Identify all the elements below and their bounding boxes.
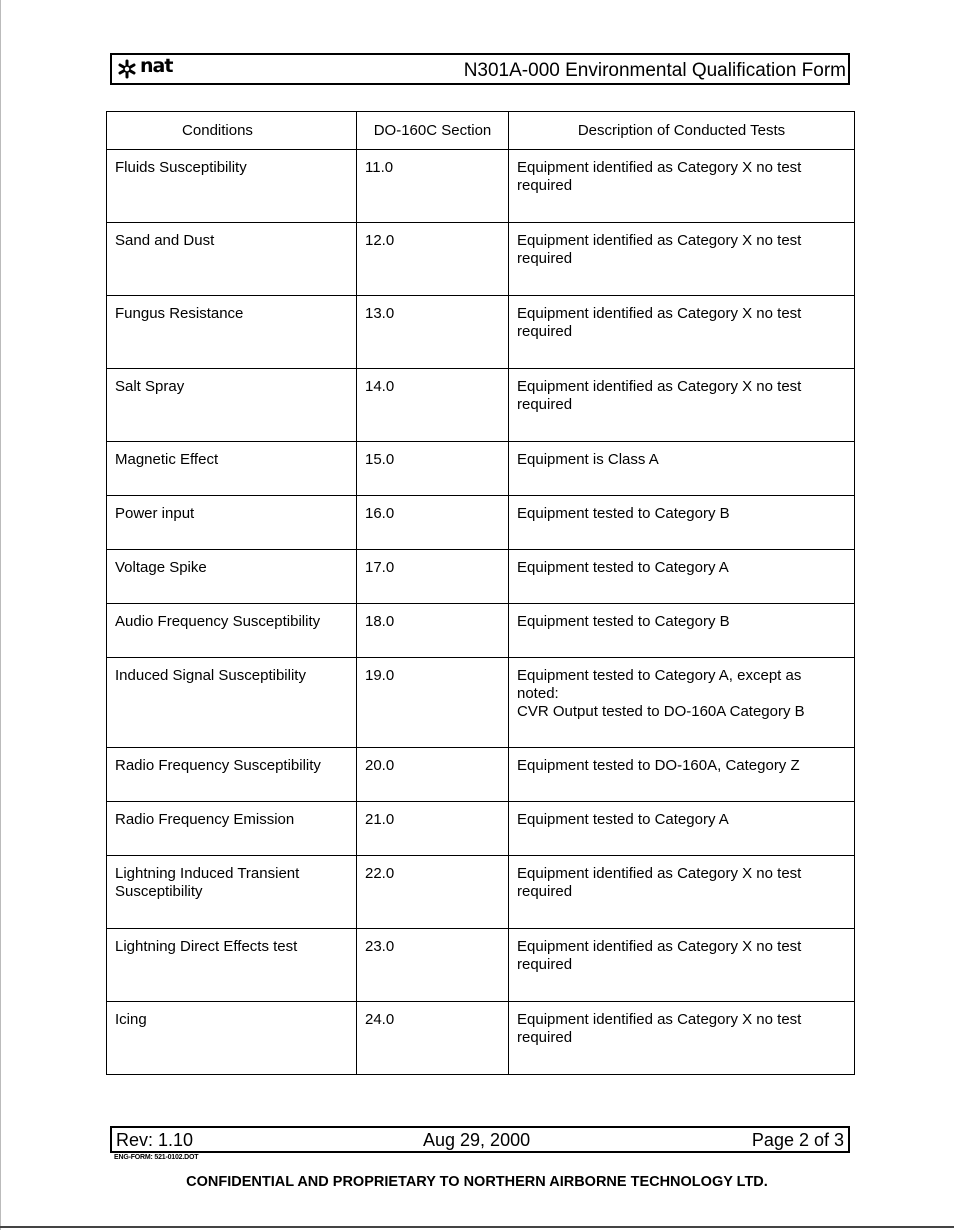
table-row: [107, 296, 855, 369]
description-line: Equipment tested to Category A: [517, 559, 729, 576]
description-line: Equipment identified as Category X no test: [517, 232, 802, 249]
description-line: Equipment is Class A: [517, 451, 659, 468]
section-cell: 23.0: [357, 929, 509, 1002]
condition-cell: Lightning Induced Transient Susceptibility: [107, 856, 357, 929]
table-row: [107, 748, 855, 802]
page-number: Page 2 of 3: [751, 1130, 844, 1150]
table-row: [107, 150, 855, 223]
description-cell: [509, 658, 855, 748]
description-cell: [509, 856, 855, 929]
description-cell: [509, 550, 855, 604]
condition-cell: Induced Signal Susceptibility: [107, 658, 357, 748]
description-line: Equipment identified as Category X no test: [517, 378, 802, 395]
table-row: [107, 442, 855, 496]
condition-cell: Salt Spray: [107, 369, 357, 442]
description-line: Equipment identified as Category X no test: [517, 938, 802, 955]
condition-cell: Magnetic Effect: [107, 442, 357, 496]
section-cell: 13.0: [357, 296, 509, 369]
section-cell: 21.0: [357, 802, 509, 856]
company-logo: [116, 57, 172, 81]
page-bottom-edge: [0, 1226, 954, 1228]
description-cell: [509, 748, 855, 802]
description-line: required: [517, 396, 573, 413]
description-line: Equipment identified as Category X no test: [517, 1011, 802, 1028]
section-cell: 12.0: [357, 223, 509, 296]
column-header-conditions: Conditions: [107, 112, 357, 150]
description-cell: [509, 223, 855, 296]
page-edge: [0, 0, 1, 1230]
description-cell: [509, 442, 855, 496]
description-cell: [509, 604, 855, 658]
table-row: [107, 496, 855, 550]
description-line: Equipment identified as Category X no test: [517, 159, 802, 176]
description-line: Equipment tested to Category A: [517, 811, 729, 828]
description-cell: [509, 1002, 855, 1075]
table-header-row: [107, 112, 855, 150]
table-row: [107, 369, 855, 442]
description-cell: [509, 496, 855, 550]
condition-cell: Fluids Susceptibility: [107, 150, 357, 223]
condition-cell: Radio Frequency Susceptibility: [107, 748, 357, 802]
description-cell: [509, 369, 855, 442]
description-line: Equipment tested to DO-160A, Category Z: [517, 757, 800, 774]
condition-cell: Fungus Resistance: [107, 296, 357, 369]
section-cell: 18.0: [357, 604, 509, 658]
form-header: [110, 53, 850, 85]
description-line: noted:: [517, 685, 559, 702]
description-line: required: [517, 883, 573, 900]
description-line: required: [517, 956, 573, 973]
description-cell: [509, 929, 855, 1002]
condition-cell: Voltage Spike: [107, 550, 357, 604]
description-line: Equipment identified as Category X no test: [517, 865, 802, 882]
description-line: CVR Output tested to DO-160A Category B: [517, 703, 805, 720]
section-cell: 16.0: [357, 496, 509, 550]
logo-text: nat: [140, 55, 173, 77]
table-row: [107, 604, 855, 658]
revision-label: Rev: 1.10: [116, 1130, 194, 1150]
column-header-description: Description of Conducted Tests: [509, 112, 855, 150]
description-line: required: [517, 1029, 573, 1046]
column-header-section: DO-160C Section: [357, 112, 509, 150]
section-cell: 24.0: [357, 1002, 509, 1075]
table-row: [107, 802, 855, 856]
table-row: [107, 929, 855, 1002]
condition-cell: Power input: [107, 496, 357, 550]
description-line: required: [517, 250, 573, 267]
description-cell: [509, 296, 855, 369]
section-cell: 11.0: [357, 150, 509, 223]
table-row: [107, 856, 855, 929]
description-line: required: [517, 177, 573, 194]
condition-cell: Sand and Dust: [107, 223, 357, 296]
condition-cell: Lightning Direct Effects test: [107, 929, 357, 1002]
condition-cell: Audio Frequency Susceptibility: [107, 604, 357, 658]
nat-star-logo-icon: [116, 58, 138, 80]
eng-form-code: ENG-FORM: 521-0102.DOT: [114, 1154, 199, 1161]
description-line: required: [517, 323, 573, 340]
condition-cell: Icing: [107, 1002, 357, 1075]
section-cell: 17.0: [357, 550, 509, 604]
condition-cell: Radio Frequency Emission: [107, 802, 357, 856]
footer-date: Aug 29, 2000: [423, 1130, 531, 1150]
description-line: Equipment tested to Category B: [517, 613, 730, 630]
table-row: [107, 550, 855, 604]
section-cell: 19.0: [357, 658, 509, 748]
section-cell: 15.0: [357, 442, 509, 496]
table-row: [107, 658, 855, 748]
table-row: [107, 1002, 855, 1075]
section-cell: 22.0: [357, 856, 509, 929]
form-footer: [110, 1126, 850, 1153]
qualification-table: [106, 111, 855, 1075]
description-line: Equipment identified as Category X no test: [517, 305, 802, 322]
form-title: N301A-000 Environmental Qualification Form: [463, 60, 846, 81]
description-line: Equipment tested to Category A, except as: [517, 667, 802, 684]
section-cell: 20.0: [357, 748, 509, 802]
confidential-notice: CONFIDENTIAL AND PROPRIETARY TO NORTHERN AIRBORNE TECHNOLOGY LTD.: [186, 1174, 768, 1190]
description-line: Equipment tested to Category B: [517, 505, 730, 522]
section-cell: 14.0: [357, 369, 509, 442]
description-cell: [509, 150, 855, 223]
table-row: [107, 223, 855, 296]
description-cell: [509, 802, 855, 856]
